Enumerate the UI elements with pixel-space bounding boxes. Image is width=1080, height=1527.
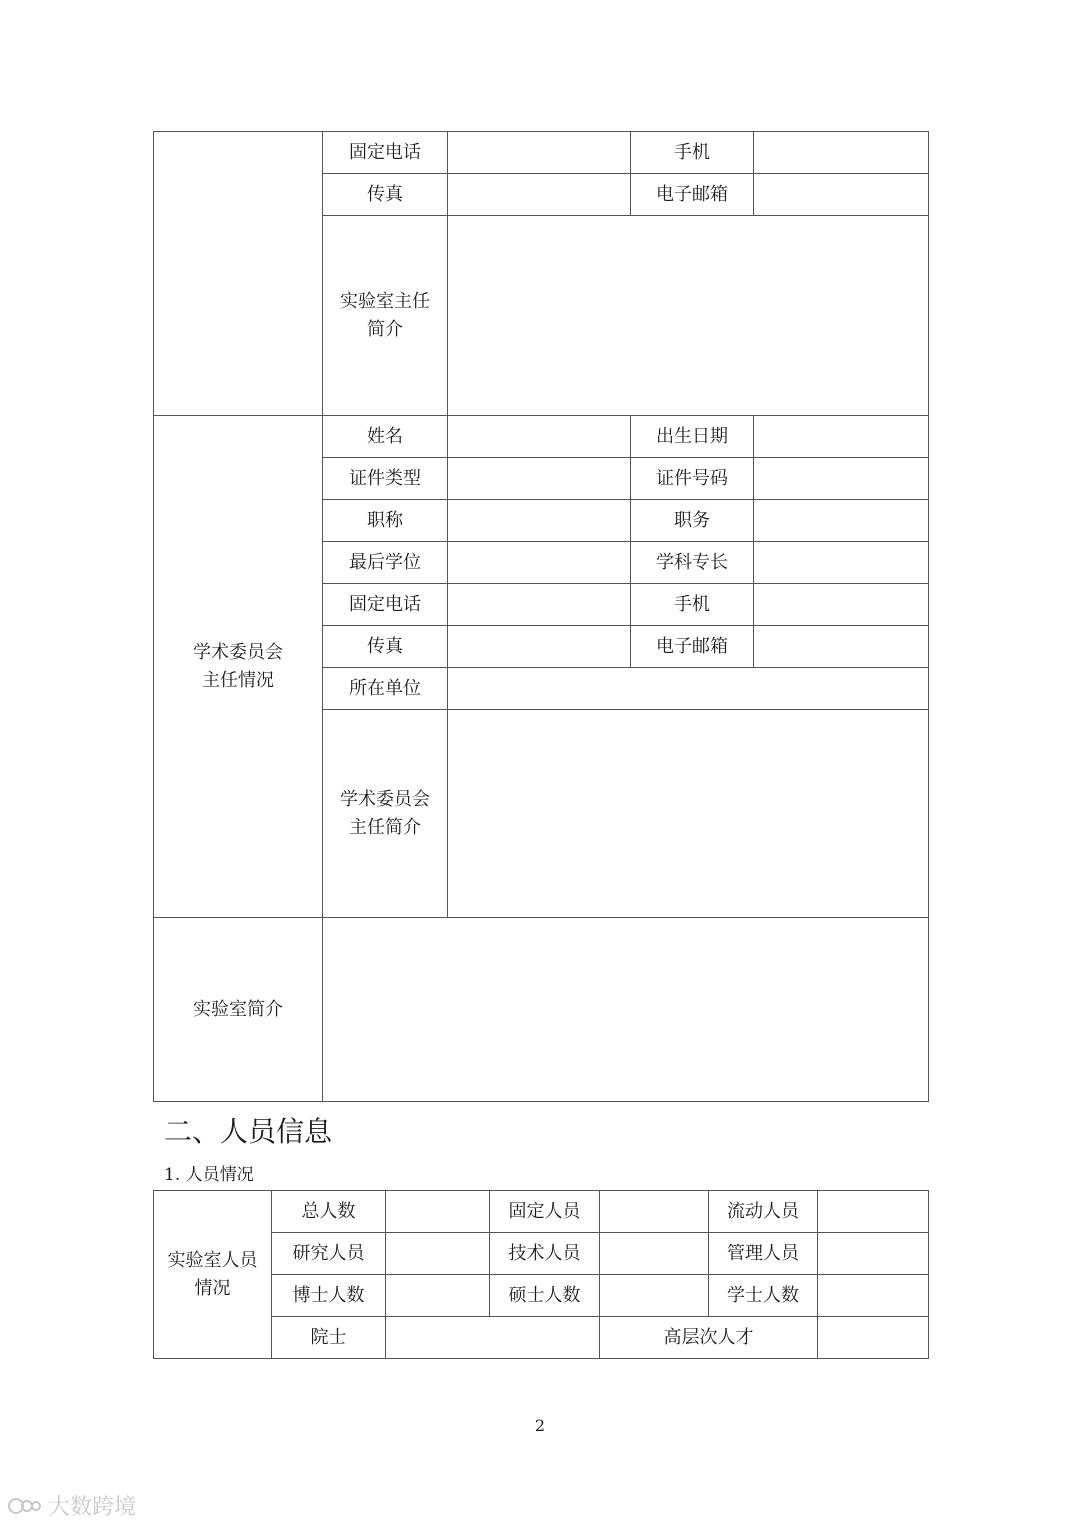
committee-unit-label: 所在单位: [323, 668, 448, 710]
phd-label: 博士人数: [272, 1275, 386, 1317]
management-label: 管理人员: [709, 1233, 818, 1275]
technical-field[interactable]: [600, 1233, 709, 1275]
committee-degree-label: 最后学位: [323, 542, 448, 584]
committee-name-field[interactable]: [448, 416, 631, 458]
fax-label: 传真: [323, 174, 448, 216]
total-field[interactable]: [386, 1191, 490, 1233]
fixed-label: 固定人员: [490, 1191, 600, 1233]
committee-birth-date-label: 出生日期: [631, 416, 754, 458]
committee-fax-label: 传真: [323, 626, 448, 668]
committee-landline-label: 固定电话: [323, 584, 448, 626]
committee-degree-field[interactable]: [448, 542, 631, 584]
committee-position-field[interactable]: [754, 500, 929, 542]
committee-position-label: 职务: [631, 500, 754, 542]
research-field[interactable]: [386, 1233, 490, 1275]
mobile-field[interactable]: [754, 132, 929, 174]
sub-heading: 1. 人员情况: [164, 1165, 254, 1185]
lab-intro-label: 实验室简介: [154, 918, 323, 1102]
watermark-text: 大数跨境: [48, 1495, 137, 1520]
mobile-staff-label: 流动人员: [709, 1191, 818, 1233]
fixed-field[interactable]: [600, 1191, 709, 1233]
committee-landline-field[interactable]: [448, 584, 631, 626]
academician-label: 院士: [272, 1317, 386, 1359]
director-intro-field[interactable]: [448, 216, 929, 416]
academician-field[interactable]: [386, 1317, 600, 1359]
committee-title-field[interactable]: [448, 500, 631, 542]
talent-label: 高层次人才: [600, 1317, 818, 1359]
mobile-label: 手机: [631, 132, 754, 174]
total-label: 总人数: [272, 1191, 386, 1233]
staff-table: [153, 1190, 929, 1359]
landline-label: 固定电话: [323, 132, 448, 174]
watermark-logo-icon: [8, 1495, 42, 1517]
landline-field[interactable]: [448, 132, 631, 174]
committee-email-field[interactable]: [754, 626, 929, 668]
committee-specialty-field[interactable]: [754, 542, 929, 584]
management-field[interactable]: [818, 1233, 929, 1275]
phd-field[interactable]: [386, 1275, 490, 1317]
director-intro-label: 实验室主任 简介: [323, 216, 448, 416]
watermark: [8, 1490, 136, 1521]
email-label: 电子邮箱: [631, 174, 754, 216]
master-label: 硕士人数: [490, 1275, 600, 1317]
committee-unit-field[interactable]: [448, 668, 929, 710]
committee-mobile-label: 手机: [631, 584, 754, 626]
email-field[interactable]: [754, 174, 929, 216]
bachelor-label: 学士人数: [709, 1275, 818, 1317]
talent-field[interactable]: [818, 1317, 929, 1359]
committee-specialty-label: 学科专长: [631, 542, 754, 584]
director-section-cell: [154, 132, 323, 416]
bachelor-field[interactable]: [818, 1275, 929, 1317]
committee-email-label: 电子邮箱: [631, 626, 754, 668]
lab-intro-field[interactable]: [323, 918, 929, 1102]
committee-id-number-label: 证件号码: [631, 458, 754, 500]
committee-id-number-field[interactable]: [754, 458, 929, 500]
committee-section-label: 学术委员会 主任情况: [154, 416, 323, 918]
committee-mobile-field[interactable]: [754, 584, 929, 626]
lab-info-table: [153, 131, 929, 1102]
master-field[interactable]: [600, 1275, 709, 1317]
technical-label: 技术人员: [490, 1233, 600, 1275]
mobile-staff-field[interactable]: [818, 1191, 929, 1233]
committee-birth-date-field[interactable]: [754, 416, 929, 458]
committee-intro-label: 学术委员会 主任简介: [323, 710, 448, 918]
committee-name-label: 姓名: [323, 416, 448, 458]
committee-intro-field[interactable]: [448, 710, 929, 918]
committee-title-label: 职称: [323, 500, 448, 542]
committee-fax-field[interactable]: [448, 626, 631, 668]
page-number: 2: [534, 1416, 546, 1435]
committee-id-type-field[interactable]: [448, 458, 631, 500]
committee-id-type-label: 证件类型: [323, 458, 448, 500]
fax-field[interactable]: [448, 174, 631, 216]
staff-group-label: 实验室人员 情况: [154, 1191, 272, 1359]
research-label: 研究人员: [272, 1233, 386, 1275]
section-heading: 二、人员信息: [164, 1115, 333, 1148]
